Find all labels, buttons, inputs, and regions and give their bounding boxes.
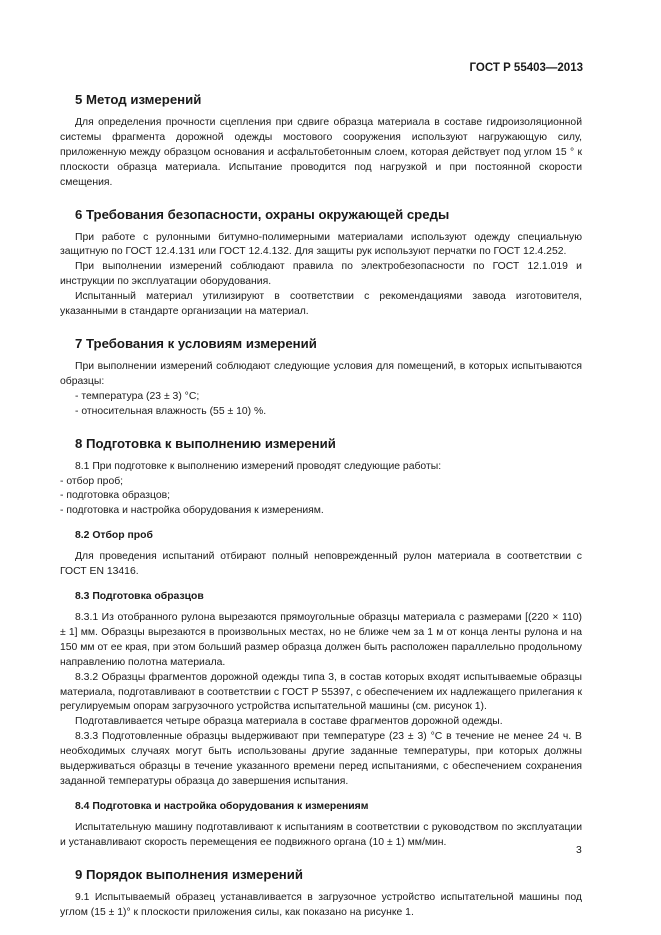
page-number: 3 [576,845,582,856]
section-title: 7 Требования к условиям измерений [75,335,317,351]
subsection-8-3 [60,590,582,790]
paragraph: Испытанный материал утилизируют в соответствии с рекомендациями завода изготовителя, указанными в стандарте организации на материал. [60,291,582,318]
section-5 [60,92,582,191]
paragraph: При работе с рулонными битумно-полимерными материалами используют одежду специальную защитную по ГОСТ 12.4.131 или ГОСТ 12.4.132. Для защиты рук используют перчатки по ГОСТ 12.4.252. [60,231,582,258]
list-item: - отбор проб; [60,475,124,487]
section-title: 5 Метод измерений [75,92,202,107]
paragraph: Испытательную машину подготавливают к испытаниям в соответствии с руководством по эксплуатации и устанавливают скорость перемещения ее подвижного органа (10 ± 1) мм/мин. [60,821,582,848]
paragraph: 9.1 Испытываемый образец устанавливается в загрузочное устройство испытательной машины под углом (15 ± 1)° к плоскости приложения силы, как показано на рисунке 1. [60,891,582,918]
subsection-8-4 [60,800,582,851]
section-7 [60,336,582,420]
paragraph: 8.3.1 Из отобранного рулона вырезаются прямоугольные образцы материала с размерами [(220 × 110) ± 1] мм. Образцы вырезаются в произвольных местах, но не ближе чем за 1 м от конца ленты рулона и на 150 мм от ее края, при этом больший размер образца должен быть расположен параллельно продольному направлению полотна материала. [60,612,582,668]
paragraph: 8.3.2 Образцы фрагментов дорожной одежды типа 3, в состав которых входят испытываемые образцы материала, подготавливают в соответствии с ГОСТ Р 55397, с обеспечением их надлежащего прилегания к регулируемым опорам загрузочного устройства испытательной машины (см. рисунок 1). [60,671,582,713]
paragraph: Подготавливается четыре образца материала в составе фрагментов дорожной одежды. [75,716,503,728]
list-item: - температура (23 ± 3) °С; [75,390,200,402]
document-body [60,92,582,921]
section-title: 9 Порядок выполнения измерений [75,866,303,882]
section-title: 6 Требования безопасности, охраны окружающей среды [75,206,450,222]
paragraph: При выполнении измерений соблюдают правила по электробезопасности по ГОСТ 12.1.019 и инструкции по эксплуатации оборудования. [60,261,582,288]
paragraph: 8.1 При подготовке к выполнению измерений проводят следующие работы: [75,460,442,472]
standard-designation: ГОСТ Р 55403—2013 [469,62,583,74]
list-item: - подготовка образцов; [60,490,171,502]
subsection-8-2 [60,529,582,580]
paragraph: Для определения прочности сцепления при сдвиге образца материала в составе гидроизоляционной системы фрагмента дорожной одежды мостового сооружения используют нагружающую силу, приложенную между образцом основания и асфальтобетонным слоем, которая действует под углом 15 ° к плоскости образца материала. Испытание проводится под нагрузкой и при постоянной скорости смещения. [60,117,582,188]
section-9 [60,867,582,921]
paragraph: При выполнении измерений соблюдают следующие условия для помещений, в которых испытываются образцы: [60,360,582,387]
section-8 [60,436,582,851]
subsection-title: 8.2 Отбор проб [75,530,153,542]
subsection-title: 8.3 Подготовка образцов [75,591,204,603]
section-6 [60,207,582,320]
list-item: - подготовка и настройка оборудования к измерениям. [60,505,324,517]
paragraph: 8.3.3 Подготовленные образцы выдерживают при температуре (23 ± 3) °С в течение не менее 24 ч. В необходимых случаях могут быть использованы другие заданные температуры, при которых должны выдерживаться образцы в течение указанного времени перед испытаниями, с обеспечением сохранения заданной температуры образца до завершения испытания. [60,731,582,787]
paragraph: Для проведения испытаний отбирают полный неповрежденный рулон материала в соответствии с ГОСТ EN 13416. [60,551,582,578]
section-title: 8 Подготовка к выполнению измерений [75,435,336,451]
list-item: - относительная влажность (55 ± 10) %. [75,405,267,417]
subsection-title: 8.4 Подготовка и настройка оборудования к измерениям [75,800,369,812]
